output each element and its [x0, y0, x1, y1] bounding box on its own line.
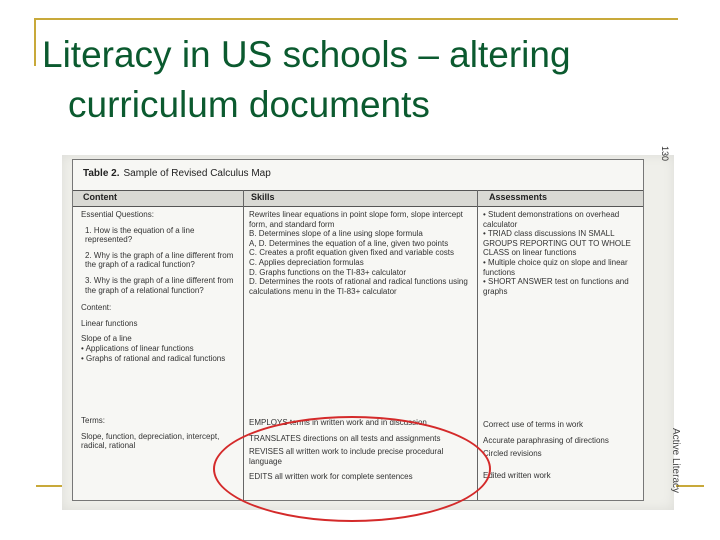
assessment-terms: Correct use of terms in work [483, 420, 584, 429]
scanned-document-image [62, 145, 681, 510]
essential-questions-heading: Essential Questions: [81, 210, 154, 219]
slide-title [42, 30, 702, 130]
terms-cell [81, 416, 239, 451]
literacy-assessments [483, 420, 635, 480]
side-running-head: Active Literacy [669, 427, 681, 494]
skill-translates: TRANSLATES directions on all tests and assignments [249, 433, 441, 443]
assessment-item: • Student demonstrations on overhead calculator [483, 210, 620, 229]
skill-item: C. Applies depreciation formulas [249, 257, 364, 267]
content-bullet-1: • Applications of linear functions [81, 343, 194, 353]
terms-list: Slope, function, depreciation, intercept, radical, rational [81, 431, 220, 451]
page-number: 130 [660, 145, 670, 161]
assessment-paraphrasing: Accurate paraphrasing of directions [483, 435, 609, 445]
deco-top-line [34, 18, 678, 20]
assessment-item: • SHORT ANSWER test on functions and graphs [483, 277, 629, 296]
table-caption-text: Sample of Revised Calculus Map [123, 168, 271, 179]
content-heading: Content: [81, 303, 112, 313]
skill-employs: EMPLOYS terms in written work and in discussion [249, 418, 427, 427]
content-bullet-2: • Graphs of rational and radical functions [81, 353, 226, 363]
question-2: 2. Why is the graph of a line different from the graph of a radical function? [85, 250, 234, 270]
red-hand-drawn-circle [213, 416, 491, 522]
slide-title-line2: curriculum documents [68, 84, 430, 125]
skill-item: D. Determines the roots of rational and radical functions using calculations menu in the TI-83+ calculator [249, 277, 468, 296]
content-column [81, 210, 239, 363]
skill-item: B. Determines slope of a line using slope formula [249, 229, 423, 239]
table-header-row [73, 190, 643, 207]
skill-edits: EDITS all written work for complete sentences [249, 472, 413, 482]
assessment-item: • Multiple choice quiz on slope and linear functions [483, 257, 628, 277]
skill-item: C. Creates a profit equation given fixed and variable costs [249, 248, 455, 258]
calculus-map-table [72, 159, 644, 501]
slide-title-line1: Literacy in US schools – altering [42, 34, 571, 75]
deco-vertical-line [34, 18, 36, 66]
assessment-revisions: Circled revisions [483, 449, 542, 459]
table-caption [83, 169, 271, 179]
skill-revises: REVISES all written work to include precise procedural language [249, 447, 444, 466]
skill-item: D. Graphs functions on the TI-83+ calculator [249, 267, 407, 277]
header-skills: Skills [251, 192, 275, 202]
skills-column [249, 210, 473, 296]
terms-heading: Terms: [81, 416, 105, 425]
slope-of-line: Slope of a line [81, 334, 132, 344]
linear-functions: Linear functions [81, 318, 138, 328]
skill-item: A, D. Determines the equation of a line, given two points [249, 238, 449, 248]
question-1: 1. How is the equation of a line represented? [85, 225, 195, 245]
assessment-item: • TRIAD class discussions IN SMALL GROUPS REPORTING OUT TO WHOLE CLASS on linear functions [483, 229, 631, 258]
skill-item: Rewrites linear equations in point slope form, slope intercept form, and standard form [249, 210, 463, 229]
table-caption-label: Table 2. [83, 168, 120, 179]
header-assessments: Assessments [489, 192, 548, 202]
question-3: 3. Why is the graph of a line different from the graph of a relational function? [85, 275, 234, 295]
assessments-column [483, 210, 635, 296]
assessment-edited: Edited written work [483, 470, 551, 480]
header-content: Content [83, 192, 117, 202]
